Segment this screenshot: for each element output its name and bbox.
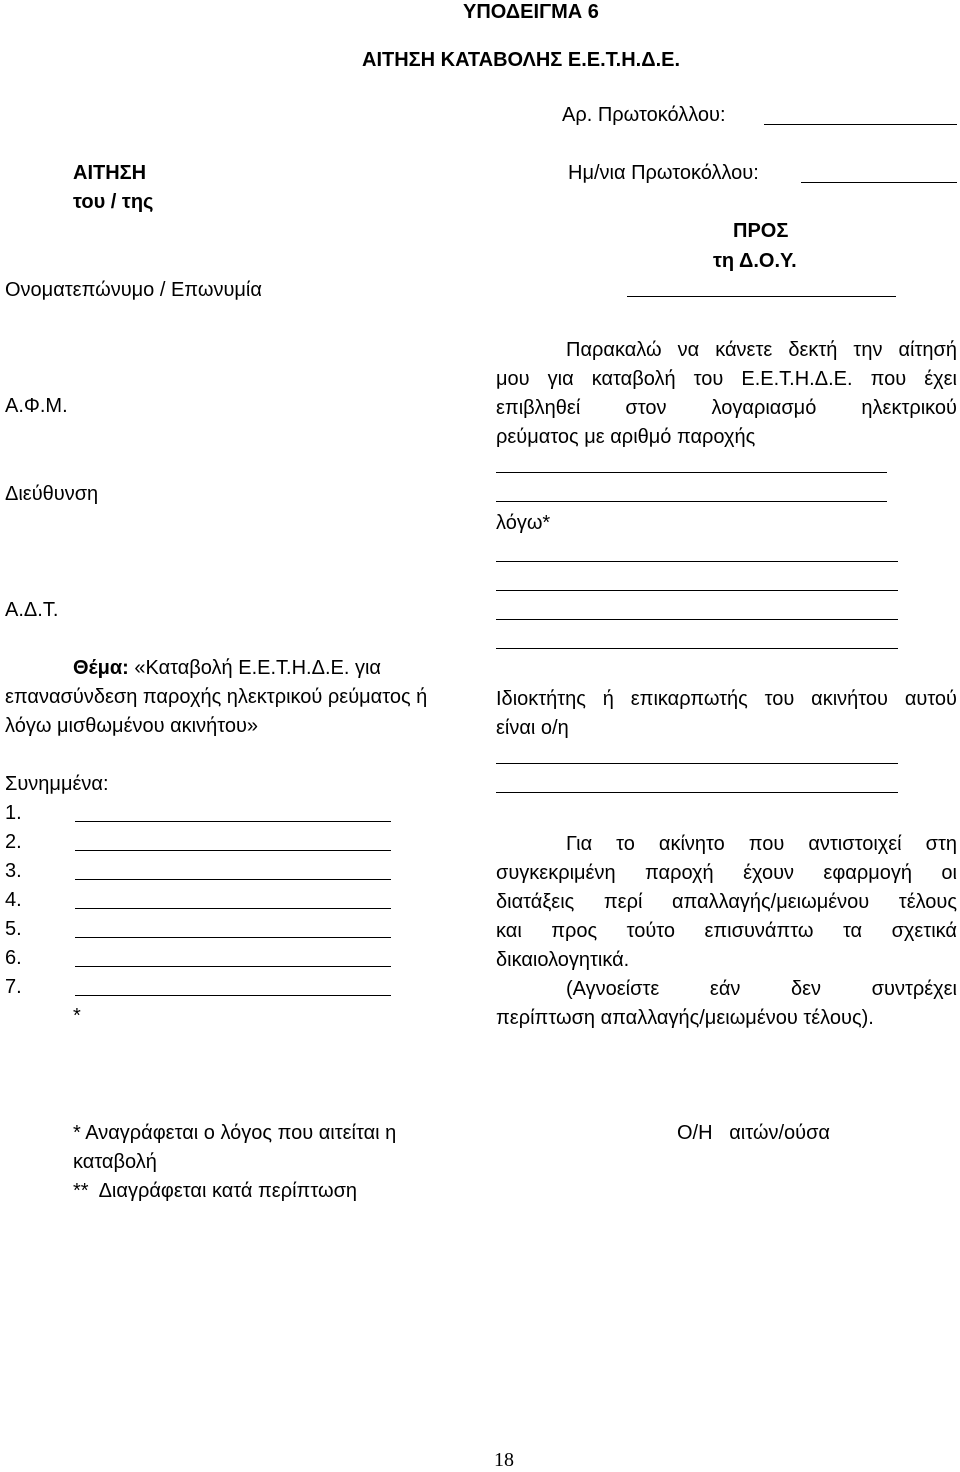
signature-label: Ο/Η αιτών/ούσα <box>677 1122 830 1144</box>
attachments-note-mark: * <box>73 1005 81 1027</box>
protocol-date-label: Ημ/νια Πρωτοκόλλου: <box>568 162 759 184</box>
ignore-line-2: περίπτωση απαλλαγής/μειωμένου τέλους). <box>496 1007 874 1029</box>
request-line-3: επιβληθεί στον λογαριασμό ηλεκτρικού <box>496 397 957 419</box>
exemption-line-1: Για το ακίνητο που αντιστοιχεί στη <box>566 833 957 855</box>
application-heading: ΑΙΤΗΣΗ <box>73 162 147 184</box>
owner-field-1[interactable] <box>496 763 898 764</box>
name-label: Ονοματεπώνυμο / Επωνυμία <box>5 279 262 301</box>
protocol-number-field[interactable] <box>764 124 957 125</box>
footnote-1-line-1: * Αναγράφεται ο λόγος που αιτείται η <box>73 1122 397 1144</box>
attachments-label: Συνημμένα: <box>5 773 109 795</box>
attachment-number: 1. <box>5 802 22 824</box>
attachment-field-4[interactable] <box>75 908 391 909</box>
ignore-line-1: (Αγνοείστε εάν δεν συντρέχει <box>566 978 957 1000</box>
footnote-1-line-2: καταβολή <box>73 1151 157 1173</box>
attachment-number: 5. <box>5 918 22 940</box>
form-title: ΑΙΤΗΣΗ ΚΑΤΑΒΟΛΗΣ Ε.Ε.Τ.Η.Δ.Ε. <box>362 49 681 71</box>
adt-label: Α.Δ.Τ. <box>5 599 59 621</box>
attachment-field-2[interactable] <box>75 850 391 851</box>
attachment-number: 2. <box>5 831 22 853</box>
subject-line-1 <box>73 656 381 680</box>
protocol-number-label: Αρ. Πρωτοκόλλου: <box>562 104 726 126</box>
request-line-1: Παρακαλώ να κάνετε δεκτή την αίτησή <box>566 339 957 361</box>
to-doy: τη Δ.Ο.Υ. <box>713 250 797 272</box>
request-line-4: ρεύματος με αριθμό παροχής <box>496 426 756 448</box>
supply-number-field-1[interactable] <box>496 472 887 473</box>
attachment-number: 4. <box>5 889 22 911</box>
reason-field-1[interactable] <box>496 561 898 562</box>
footnote-2: ** Διαγράφεται κατά περίπτωση <box>73 1180 358 1202</box>
reason-label: λόγω* <box>496 512 551 534</box>
afm-label: Α.Φ.Μ. <box>5 395 68 417</box>
application-of: του / της <box>73 191 154 213</box>
attachment-field-7[interactable] <box>75 995 391 996</box>
subject-line-2: επανασύνδεση παροχής ηλεκτρικού ρεύματος ή <box>5 686 428 708</box>
attachment-number: 7. <box>5 976 22 998</box>
owner-line-2: είναι ο/η <box>496 717 569 739</box>
request-line-2: μου για καταβολή του Ε.Ε.Τ.Η.Δ.Ε. που έχει <box>496 368 957 390</box>
reason-field-2[interactable] <box>496 590 898 591</box>
supply-number-field-2[interactable] <box>496 501 887 502</box>
owner-field-2[interactable] <box>496 792 898 793</box>
protocol-date-field[interactable] <box>801 182 957 183</box>
subject-label: Θέμα: <box>73 657 129 679</box>
example-title: ΥΠΟΔΕΙΓΜΑ 6 <box>463 1 599 23</box>
attachment-number: 6. <box>5 947 22 969</box>
exemption-line-4: και προς τούτο επισυνάπτω τα σχετικά <box>496 920 957 942</box>
subject-text-1: «Καταβολή Ε.Ε.Τ.Η.Δ.Ε. για <box>134 657 381 679</box>
exemption-line-5: δικαιολογητικά. <box>496 949 630 971</box>
page-number: 18 <box>494 1449 514 1471</box>
reason-field-4[interactable] <box>496 648 898 649</box>
address-label: Διεύθυνση <box>5 483 99 505</box>
exemption-line-2: συγκεκριμένη παροχή έχουν εφαρμογή οι <box>496 862 957 884</box>
attachment-field-3[interactable] <box>75 879 391 880</box>
subject-line-3: λόγω μισθωμένου ακινήτου» <box>5 715 259 737</box>
attachment-field-6[interactable] <box>75 966 391 967</box>
attachment-field-1[interactable] <box>75 821 391 822</box>
reason-field-3[interactable] <box>496 619 898 620</box>
owner-line-1: Ιδιοκτήτης ή επικαρπωτής του ακινήτου αυτού <box>496 688 957 710</box>
to-label: ΠΡΟΣ <box>733 220 789 242</box>
attachment-number: 3. <box>5 860 22 882</box>
doy-field[interactable] <box>627 296 896 297</box>
exemption-line-3: διατάξεις περί απαλλαγής/μειωμένου τέλους <box>496 891 957 913</box>
attachment-field-5[interactable] <box>75 937 391 938</box>
